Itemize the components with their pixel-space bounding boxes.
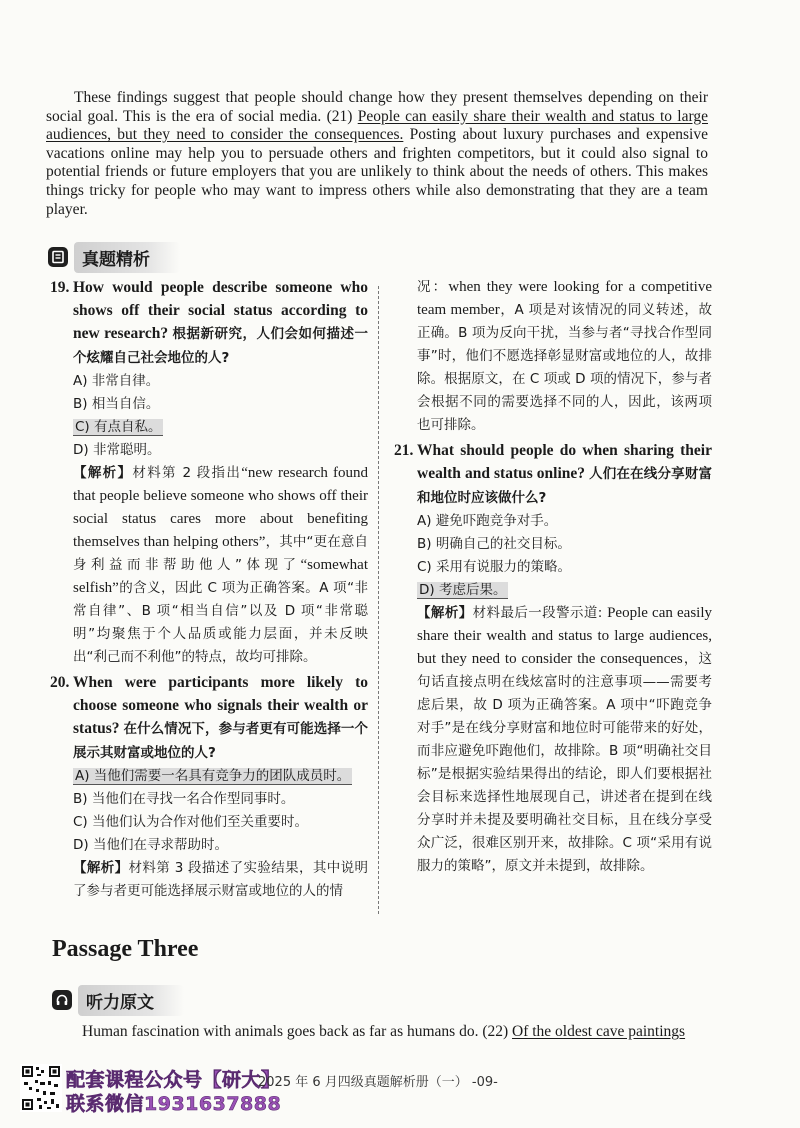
explanation-tag: 【解析】 — [73, 860, 129, 876]
quote-en: “new research found that people believe someone who shows off their social status cares more about benefiting themselves than helping others” — [73, 465, 369, 550]
option-b: B) 相当自信。 — [73, 396, 160, 412]
option-a: A) 避免吓跑竞争对手。 — [417, 513, 558, 529]
answer-highlight: C) 有点自私。 — [75, 419, 162, 435]
option-c-answer — [50, 416, 368, 439]
section-title: 听力原文 — [78, 985, 184, 1016]
option-c: C) 采用有说服力的策略。 — [417, 559, 571, 575]
question-text-en: What should people do when sharing their wealth and status online? — [417, 442, 712, 482]
column-divider — [378, 286, 379, 914]
question-text-zh: 人们在在线分享财富和地位时应该做什么? — [417, 466, 713, 506]
quote-en: when they were looking for a competitive team member — [417, 279, 712, 318]
underlined-answer-21: People can easily share their wealth and status to large audiences, but they need to consider the consequences. — [46, 107, 708, 144]
question-number: 21. — [394, 442, 414, 459]
passage-title: Passage Three — [52, 936, 199, 962]
explanation-19: 【解析】材料第 2 段指出“new research found that people believe someone who shows off their social status cares more about benefiting themselves than helping others”，其中“更在意自身利益而非帮助他人”体现了“somewhat selfish”的含义，因此 C 项为正确答案。A 项“非常自律”、B 项“相当自信”以及 D 项“非常聪明”均聚焦于个人品质或能力层面，并未反映出“利己而不利他”的特点，故均可排除。 — [73, 465, 369, 665]
page-footer: 2025 年 6 月四级真题解析册（一） -09- — [258, 1075, 498, 1090]
explanation-tag: 【解析】 — [73, 465, 133, 481]
passage-paragraph — [46, 89, 708, 219]
question-text-zh: 在什么情况下，参与者更有可能选择一个展示其财富或地位的人? — [73, 721, 369, 761]
promo-watermark — [66, 1068, 281, 1116]
promo-line-1: 配套课程公众号【研大】 — [66, 1069, 281, 1091]
promo-line-2: 联系微信1931637888 — [66, 1093, 282, 1115]
right-column — [394, 276, 712, 878]
question-number: 19. — [50, 279, 70, 296]
question-text-zh: 根据新研究，人们会如何描述一个炫耀自己社会地位的人? — [73, 326, 369, 366]
explanation-21: 【解析】材料最后一段警示道: People can easily share their wealth and status to large audiences, but they need to consider the consequences，这句话直接点明在线炫富时的注意事项——需要考虑后果，故 D 项为正确答案。A 项中“吓跑竞争对手”是在线分享财富和地位时可能带来的好处，而非应避免吓跑他们，故排除。B 项“明确社交目标”是根据实验结果得出的结论，即人们要根据社会目标来选择性地展现自己，讲述者在提到在线分享时并未提及要明确社交目标，且在线分享受众广泛，很难区别开来，故排除。C 项“采用有说服力的策略”，原文并未提到，故排除。 — [417, 605, 713, 874]
question-21 — [394, 439, 712, 510]
option-d: D) 非常聪明。 — [73, 442, 161, 458]
question-number: 20. — [50, 674, 70, 691]
transcript-paragraph — [46, 1022, 714, 1041]
question-19 — [50, 276, 368, 370]
question-text-en: When were participants more likely to choose someone who signals their wealth or status? — [73, 674, 368, 737]
headphones-icon — [52, 990, 72, 1010]
option-a-answer — [50, 765, 368, 788]
option-a: A) 非常自律。 — [73, 373, 160, 389]
qr-code-icon — [20, 1064, 62, 1112]
section-header-analysis — [48, 243, 180, 271]
explanation-tag: 【解析】 — [417, 605, 473, 621]
question-text-en: How would people describe someone who shows off their social status according to new research? — [73, 279, 368, 342]
option-b: B) 明确自己的社交目标。 — [417, 536, 571, 552]
explanation-20-continued: 况：when they were looking for a competitive team member，A 项是对该情况的同义转述，故正确。B 项为反向干扰，当参与者“寻找合作型同事”时，他们不愿选择彰显财富或地位的人，故排除。根据原文，在 C 项或 D 项的情况下，参与者会根据不同的需要选择不同的人，因此，该两项也可排除。 — [417, 279, 712, 433]
answer-highlight: A) 当他们需要一名具有竞争力的团队成员时。 — [75, 768, 351, 784]
answer-highlight: D) 考虑后果。 — [419, 582, 507, 598]
explanation-20: 【解析】材料第 3 段描述了实验结果，其中说明了参与者更可能选择展示财富或地位的人的情 — [73, 860, 369, 899]
section-title: 真题精析 — [74, 242, 180, 273]
underlined-answer-22: Of the oldest cave paintings — [512, 1023, 686, 1040]
paragraph-text-before: Human fascination with animals goes back as far as humans do. (22) — [82, 1023, 513, 1040]
document-icon — [48, 247, 68, 267]
question-20 — [50, 671, 368, 765]
option-d: D) 当他们在寻求帮助时。 — [73, 837, 228, 853]
paragraph-text-after: Posting about luxury purchases and expensive vacations online may help you to persuade others and frighten competitors, but it could also signal to potential friends or future employers that you are unlikely to think about the needs of others. This makes things tricky for people who may want to impress others while also demonstrating that they are a team player. — [46, 126, 708, 218]
paragraph-text-before: These findings suggest that people should change how they present themselves depending on their social goal. This is the era of social media. (21) — [46, 89, 708, 125]
option-b: B) 当他们在寻找一名合作型同事时。 — [73, 791, 295, 807]
section-header-transcript — [52, 986, 184, 1014]
option-d-answer — [394, 579, 712, 602]
left-column — [50, 276, 368, 903]
option-c: C) 当他们认为合作对他们至关重要时。 — [73, 814, 308, 830]
quote-en: People can easily share their wealth and status to large audiences, but they need to consider the consequences — [417, 605, 713, 667]
quote-term: “somewhat selfish” — [73, 557, 368, 596]
